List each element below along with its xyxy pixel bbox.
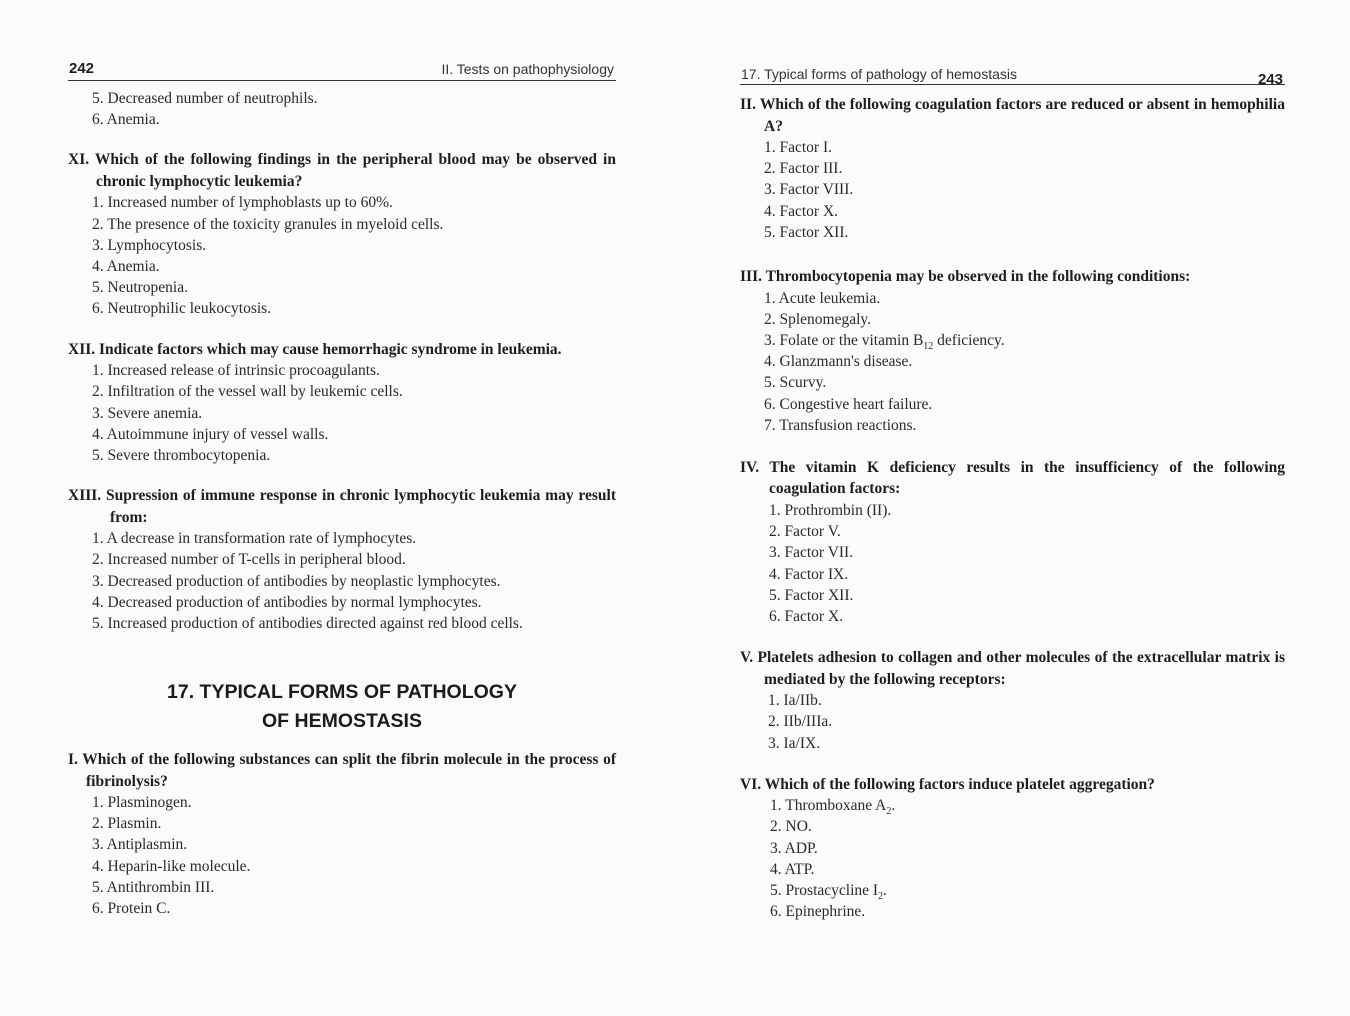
question-text <box>740 457 1285 500</box>
option: 3. Factor VII. <box>769 544 854 562</box>
option: 1. Increased release of intrinsic procoagulants. <box>92 362 380 380</box>
option: 1. Ia/IIb. <box>768 692 822 710</box>
right-page-content <box>740 94 1285 922</box>
option: 5. Factor XII. <box>764 223 849 241</box>
option: 3. Decreased production of antibodies by neoplastic lymphocytes. <box>92 572 501 590</box>
question-prompt: Which of the following substances can split the fibrin molecule in the process of fibrinolysis? <box>82 751 616 790</box>
option: 4. Heparin-like molecule. <box>92 857 251 875</box>
option: 2. Factor V. <box>769 523 841 541</box>
subscript: 12 <box>923 341 934 353</box>
question-text <box>68 485 616 528</box>
question-prompt: Which of the following coagulation factors are reduced or absent in hemophilia A? <box>759 96 1285 135</box>
question-text <box>68 749 616 792</box>
question-prompt: Thrombocytopenia may be observed in the following conditions: <box>765 268 1191 286</box>
option: 2. Plasmin. <box>92 815 162 833</box>
question-iv <box>740 457 1285 627</box>
option: 3. Ia/IX. <box>768 734 821 752</box>
option: 2. Factor III. <box>764 160 843 178</box>
question-iii <box>740 266 1285 436</box>
question-text <box>740 774 1285 796</box>
question-text <box>68 149 616 192</box>
subscript: 2 <box>878 891 884 903</box>
option: 2. IIb/IIIa. <box>768 713 833 731</box>
question-prompt: Supression of immune response in chronic lymphocytic leukemia may result from: <box>106 487 616 526</box>
question-number: IV. <box>740 458 760 476</box>
question-prompt: Indicate factors which may cause hemorrhagic syndrome in leukemia. <box>99 340 562 358</box>
question-xiii <box>68 485 616 634</box>
option-text: 3. Folate or the vitamin B <box>764 331 924 349</box>
option: 3. Lymphocytosis. <box>92 236 207 254</box>
question-number: XII. <box>68 340 96 358</box>
option: 2. NO. <box>770 818 812 836</box>
option: 3. Antiplasmin. <box>92 836 188 854</box>
option: 6. Protein C. <box>92 900 171 918</box>
option: 5. Scurvy. <box>764 374 827 392</box>
option-text: 1. Thromboxane A <box>770 797 887 815</box>
option: 4. Autoimmune injury of vessel walls. <box>92 425 329 443</box>
option: 3. Factor VIII. <box>764 181 854 199</box>
option-text: 5. Prostacycline I <box>770 882 879 900</box>
option: 6. Epinephrine. <box>770 903 866 921</box>
question-ii <box>740 94 1285 243</box>
option: 5. Decreased number of neutrophils. <box>92 90 318 107</box>
question-number: VI. <box>740 775 762 793</box>
option: 6. Anemia. <box>92 111 160 129</box>
option: 3. Severe anemia. <box>92 404 203 422</box>
left-running-head: II. Tests on pathophysiology <box>441 61 614 77</box>
right-running-head: 17. Typical forms of pathology of hemostasis <box>741 66 1017 82</box>
option: 5. Neutropenia. <box>92 279 188 297</box>
option: 6. Neutrophilic leukocytosis. <box>92 300 272 318</box>
right-page-number: 243 <box>1257 71 1283 88</box>
question-text <box>740 647 1285 690</box>
right-page-header <box>740 58 1285 88</box>
option: 1. Prothrombin (II). <box>769 501 892 519</box>
question-number: V. <box>740 649 754 667</box>
question-prompt: Which of the following findings in the peripheral blood may be observed in chronic lymphocytic leukemia? <box>94 151 616 190</box>
option: 4. Factor IX. <box>769 565 849 583</box>
question-prompt: Platelets adhesion to collagen and other molecules of the extracellular matrix is mediated by the following receptors: <box>757 649 1285 688</box>
question-vi <box>740 774 1285 923</box>
option: 1. Acute leukemia. <box>764 289 881 307</box>
option: 4. Glanzmann's disease. <box>764 353 913 371</box>
option: 7. Transfusion reactions. <box>764 416 917 434</box>
option-text: . <box>891 797 896 815</box>
option: 5. Increased production of antibodies directed against red blood cells. <box>92 614 523 632</box>
option: 1. Plasminogen. <box>92 794 192 811</box>
question-xi <box>68 149 616 319</box>
option: 6. Congestive heart failure. <box>764 395 933 413</box>
section-questions <box>68 749 616 919</box>
question-i <box>68 749 616 919</box>
left-page-content <box>68 88 616 634</box>
option: 4. Decreased production of antibodies by normal lymphocytes. <box>92 593 482 611</box>
question-xii <box>68 339 616 467</box>
question-number: II. <box>740 96 756 113</box>
option: 4. Factor X. <box>764 202 839 220</box>
option: 2. Splenomegaly. <box>764 310 872 328</box>
question-prompt: The vitamin K deficiency results in the insufficiency of the following coagulation factors: <box>769 458 1285 498</box>
option: 4. ATP. <box>770 860 815 878</box>
question-v <box>740 647 1285 754</box>
option: 2. Infiltration of the vessel wall by leukemic cells. <box>92 383 403 401</box>
option: 6. Factor X. <box>769 607 844 625</box>
option <box>740 880 1285 901</box>
carryover-options <box>68 88 616 130</box>
option <box>740 330 1285 351</box>
question-text <box>740 266 1285 288</box>
question-text <box>68 339 616 361</box>
section-title-line-1: 17. TYPICAL FORMS OF PATHOLOGY <box>167 681 517 703</box>
question-number: XIII. <box>68 487 102 505</box>
question-text <box>740 94 1285 137</box>
option-text: deficiency. <box>933 331 1005 349</box>
left-page-number: 242 <box>69 60 95 77</box>
option <box>740 795 1285 816</box>
option: 1. Factor I. <box>764 139 833 156</box>
option: 1. A decrease in transformation rate of lymphocytes. <box>92 530 417 548</box>
section-heading <box>68 678 616 736</box>
left-page-header <box>68 54 616 81</box>
option: 5. Severe thrombocytopenia. <box>92 446 271 464</box>
option-text: . <box>883 882 887 900</box>
question-number: III. <box>740 268 762 286</box>
question-number: XI. <box>68 151 90 169</box>
option: 1. Increased number of lymphoblasts up to 60%. <box>92 194 393 212</box>
option: 2. The presence of the toxicity granules in myeloid cells. <box>92 215 444 233</box>
option: 5. Antithrombin III. <box>92 878 215 896</box>
subscript: 2 <box>886 806 892 818</box>
option: 3. ADP. <box>770 839 818 857</box>
option: 4. Anemia. <box>92 258 160 276</box>
question-number: I. <box>68 751 78 768</box>
option: 5. Factor XII. <box>769 586 854 604</box>
section-title-line-2: OF HEMOSTASIS <box>262 710 422 732</box>
option: 2. Increased number of T-cells in peripheral blood. <box>92 551 406 569</box>
question-prompt: Which of the following factors induce platelet aggregation? <box>764 775 1155 793</box>
